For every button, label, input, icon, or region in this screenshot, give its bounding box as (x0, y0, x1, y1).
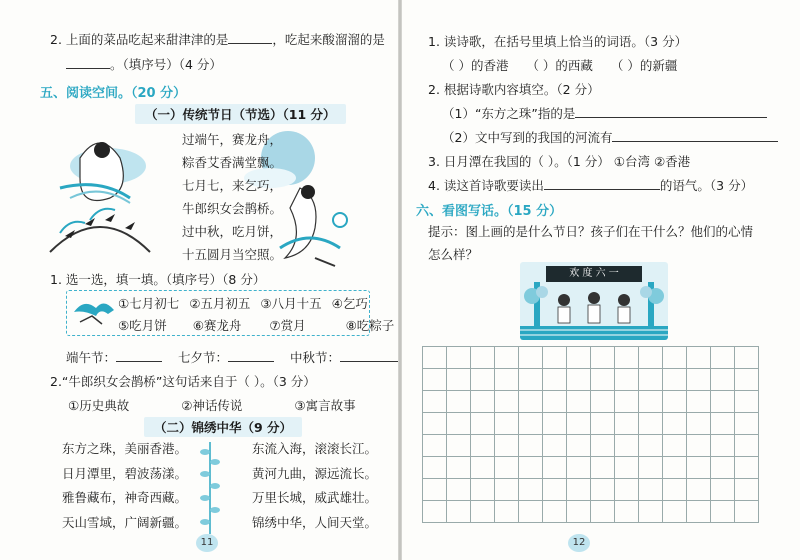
poem-block (182, 128, 282, 266)
part-2-title: （二）锦绣中华（9 分） (144, 417, 302, 437)
page-number-left: 11 (196, 534, 218, 552)
mid-autumn-figure-icon (280, 185, 347, 266)
verse-line: 日月潭里，碧波荡漾。 (62, 465, 188, 481)
qixi-blank[interactable] (228, 349, 274, 362)
r-question-2: 2. 根据诗歌内容填空。（2 分） (428, 82, 600, 97)
verse-line: 东方之珠，美丽香港。 (62, 441, 188, 456)
option-8: ⑧吃粽子 (345, 318, 395, 333)
poem-line: 七月七，来乞巧， (182, 178, 283, 193)
page-left (0, 0, 398, 560)
magpie-decoration-icon (70, 292, 118, 332)
section-5-title: 五、阅读空间。（20 分） (40, 86, 187, 101)
magpie-bridge-icon (50, 209, 150, 252)
verse-line: 锦绣中华，人间天堂。 (252, 514, 378, 530)
question-2-line1: 2. 上面的菜品吃起来甜津津的是 ，吃起来酸溜溜的是 (50, 32, 385, 47)
option-6: ⑥赛龙舟 (192, 318, 242, 333)
verse-line: 东流入海，滚滚长江。 (252, 441, 378, 456)
question-2-line2: 。（填序号）（4 分） (66, 55, 222, 73)
option-3: ③八月十五 (260, 296, 322, 311)
answer-blank[interactable] (575, 105, 767, 118)
option-7: ⑦赏月 (269, 318, 306, 333)
verse-right (252, 437, 377, 535)
r-question-2-1: （1）“东方之珠”指的是 (442, 104, 767, 122)
dragon-boat-blank[interactable] (116, 349, 162, 362)
verse-line: 雅鲁藏布，神奇西藏。 (62, 490, 188, 505)
option-2: ②五月初五 (189, 296, 251, 311)
childrens-day-picture (520, 262, 668, 340)
poem-line: 过中秋，吃月饼， (182, 224, 283, 239)
poem-line: 十五圆月当空照。 (182, 247, 283, 262)
r-question-3: 3. 日月潭在我国的（ ）。（1 分） ①台湾 ②香港 (428, 154, 691, 169)
section-6-title: 六、看图写话。（15 分） (416, 204, 563, 219)
dragon-boat-figure-icon (60, 142, 146, 203)
verse-left (62, 437, 187, 535)
r-question-1: 1. 读诗歌，在括号里填上恰当的词语。（3 分） (428, 34, 688, 49)
page-number-right: 12 (568, 534, 590, 552)
question-2b-options: ①历史典故 ②神话传说 ③寓言故事 (68, 398, 356, 413)
question-2b-title: 2.“牛郎织女会鹊桥”这句话来自于（ ）。（3 分） (50, 374, 316, 389)
poem-line: 粽香艾香满堂飘。 (182, 155, 283, 170)
verse-line: 黄河九曲，源远流长。 (252, 465, 378, 481)
r-question-4: 4. 读这首诗歌要读出 的语气。（3 分） (428, 178, 754, 193)
options-row-2 (118, 316, 394, 334)
hint-line-1: 提示：图上画的是什么节日？孩子们在干什么？他们的心情 (428, 224, 754, 239)
option-1: ①七月初七 (118, 296, 180, 311)
poem-line: 过端午，赛龙舟， (182, 132, 283, 147)
writing-grid[interactable] (422, 346, 759, 523)
question-1-title: 1. 选一选，填一填。（填序号）（8 分） (50, 272, 266, 287)
page-right (402, 0, 800, 560)
answer-blank[interactable] (612, 129, 778, 142)
verse-line: 天山雪域，广阔新疆。 (62, 514, 188, 530)
r-question-1-fill: （ ）的香港 （ ）的西藏 （ ）的新疆 (442, 58, 678, 73)
flower-vine-icon (196, 440, 224, 536)
r-question-2-2: （2）文中写到的我国的河流有 (442, 128, 778, 146)
hint-line-2: 怎么样？ (428, 247, 479, 262)
options-row-1 (118, 294, 368, 312)
answer-blank[interactable] (228, 31, 272, 44)
fill-line: 端午节： 七夕节： 中秋节： (66, 348, 398, 366)
answer-blank[interactable] (544, 177, 660, 190)
children-scene-icon (520, 262, 668, 340)
option-5: ⑤吃月饼 (118, 318, 167, 333)
mid-autumn-blank[interactable] (340, 349, 398, 362)
banner: 欢 度 六 一 (546, 266, 642, 282)
verse-line: 万里长城，威武雄壮。 (252, 490, 378, 505)
poem-line: 牛郎织女会鹊桥。 (182, 201, 283, 216)
part-1-title: （一）传统节日（节选）（11 分） (135, 104, 346, 124)
answer-blank[interactable] (66, 56, 110, 69)
option-4: ④乞巧 (331, 296, 368, 311)
